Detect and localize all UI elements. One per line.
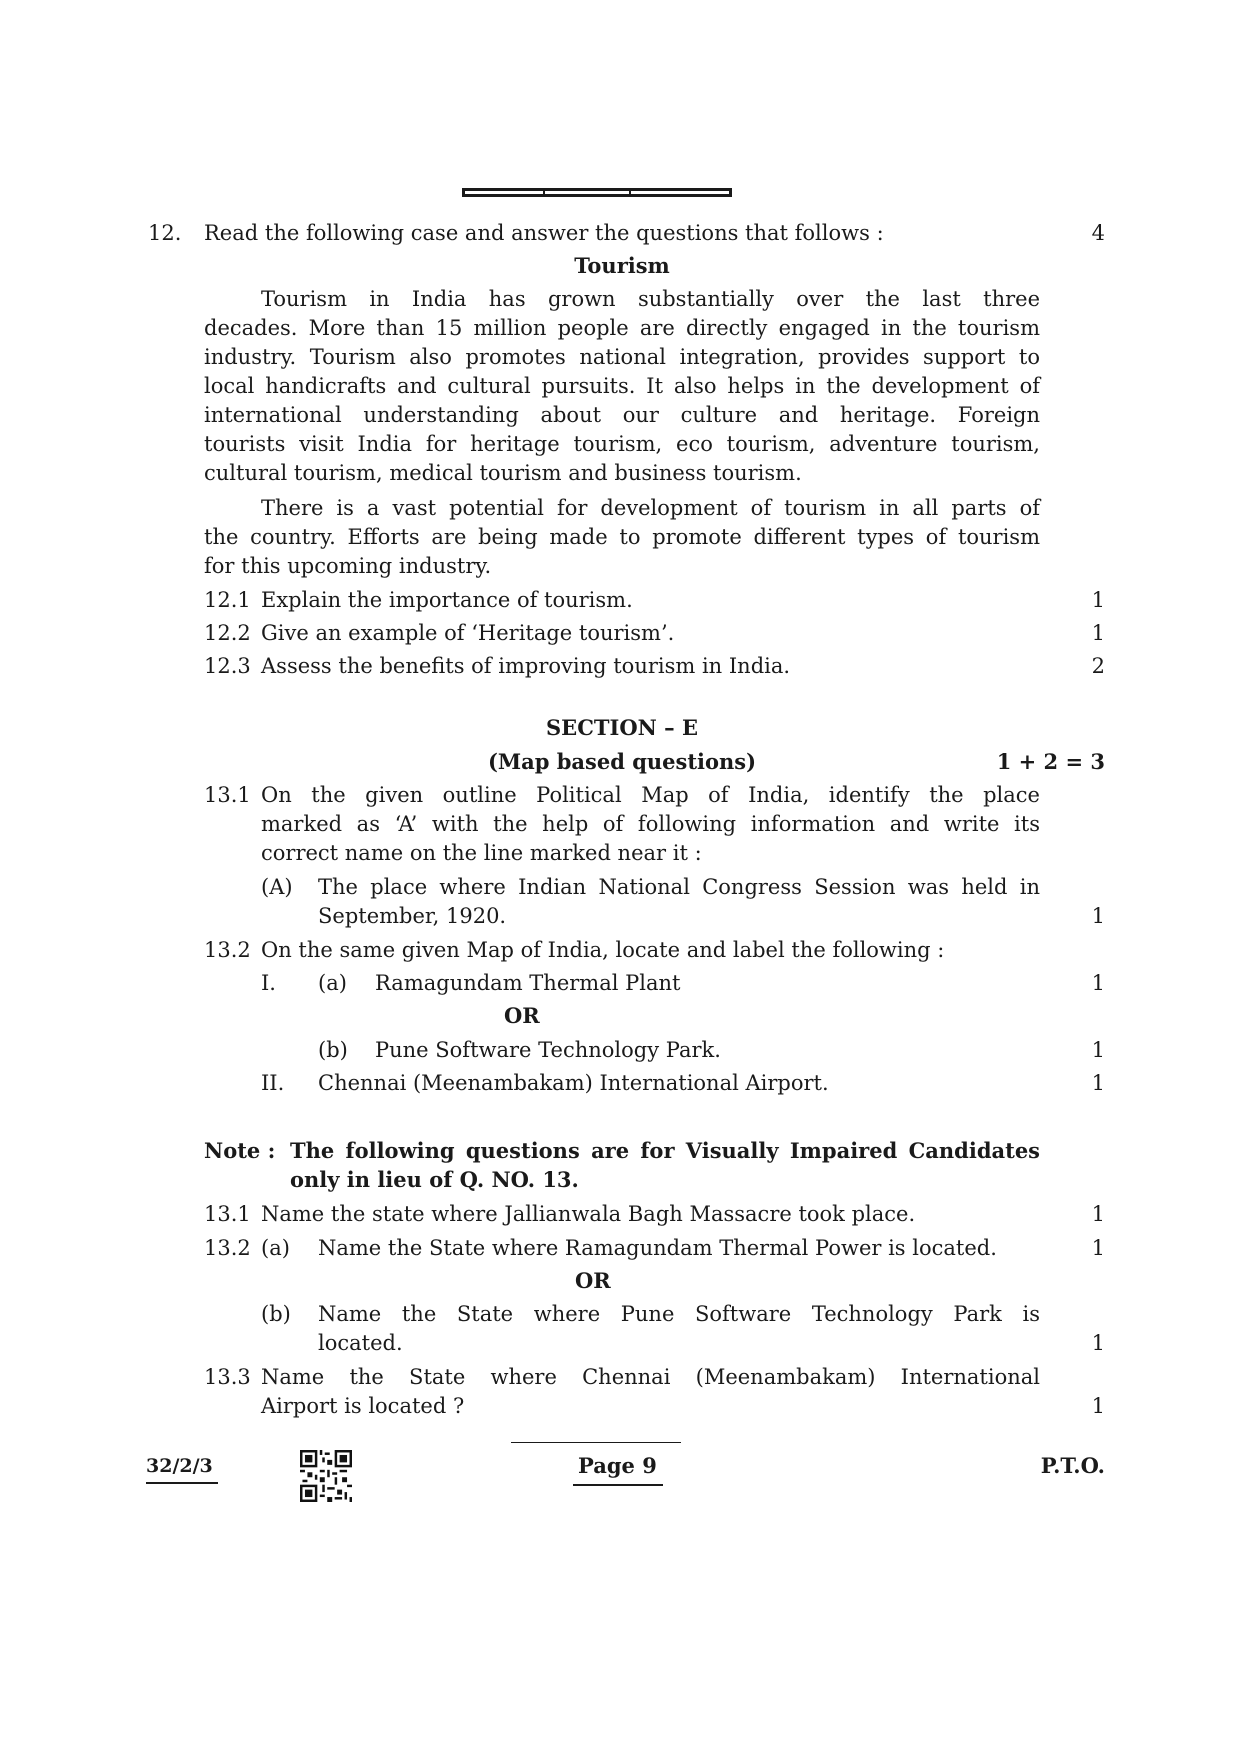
option-label: (a) [261,1236,290,1260]
sub-question-number: 13.2 [204,938,251,962]
question-line: correct name on the line marked near it : [261,841,702,865]
paragraph-line: There is a vast potential for development of tourism in all parts of [261,496,1040,520]
item-text: Ramagundam Thermal Plant [375,971,681,995]
item-label: (a) [318,971,347,995]
paragraph-line: international understanding about our culture and heritage. Foreign [204,403,1040,427]
or-separator: OR [504,1003,540,1028]
sub-question-number: 13.3 [204,1365,251,1389]
sub-question-text: Give an example of ‘Heritage tourism’. [261,621,675,645]
option-line: Name the State where Pune Software Technology Park is [318,1302,1040,1326]
paragraph-line: local handicrafts and cultural pursuits. It also helps in the development of [204,374,1040,398]
item-marks: 1 [1091,971,1105,995]
sub-question-marks: 1 [1091,621,1105,645]
option-line: The place where Indian National Congress Session was held in [318,875,1040,899]
sub-question-marks: 1 [1091,1202,1105,1226]
option-line: located. [318,1331,403,1355]
please-turn-over: P.T.O. [1040,1453,1105,1478]
page-number: Page 9 [578,1453,657,1478]
section-marks: 1 + 2 = 3 [996,749,1105,774]
sub-question-marks: 2 [1091,654,1105,678]
paragraph-line: the country. Efforts are being made to promote different types of tourism [204,525,1040,549]
option-label: (A) [261,875,293,899]
option-marks: 1 [1091,1331,1105,1355]
paragraph-line: Tourism in India has grown substantially over the last three [261,287,1040,311]
option-marks: 1 [1091,904,1105,928]
option-marks: 1 [1091,1236,1105,1260]
sub-question-marks: 1 [1091,588,1105,612]
item-label: (b) [318,1038,348,1062]
sub-question-marks: 1 [1091,1394,1105,1418]
note-text: only in lieu of Q. NO. 13. [290,1167,579,1192]
sub-question-text: Assess the benefits of improving tourism in India. [261,654,791,678]
note-text: The following questions are for Visually Impaired Candidates [290,1138,1040,1163]
top-decorative-bar [462,188,732,197]
option-text: Name the State where Ramagundam Thermal Power is located. [318,1236,997,1260]
question-line: On the same given Map of India, locate and label the following : [261,938,945,962]
paragraph-line: cultural tourism, medical tourism and business tourism. [204,461,802,485]
paper-code-underline [146,1482,218,1484]
or-separator: OR [575,1268,611,1293]
section-subheading: (Map based questions) [487,749,757,774]
item-label: I. [261,971,276,995]
qr-code-icon [300,1450,352,1502]
question-prompt: Read the following case and answer the questions that follows : [204,221,884,245]
page-number-underline [573,1484,663,1486]
question-line: Name the State where Chennai (Meenambakam) International [261,1365,1040,1389]
question-number: 12. [148,221,182,245]
note-label: Note : [204,1138,276,1163]
sub-question-number: 13.1 [204,783,251,807]
option-line: September, 1920. [318,904,507,928]
question-line: Airport is located ? [261,1394,465,1418]
bar-tick [629,189,631,197]
option-label: (b) [261,1302,291,1326]
question-line: marked as ‘A’ with the help of following information and write its [261,812,1040,836]
item-text: Pune Software Technology Park. [375,1038,721,1062]
paragraph-line: for this upcoming industry. [204,554,492,578]
item-label: II. [261,1071,285,1095]
paper-code: 32/2/3 [146,1455,213,1477]
item-text: Chennai (Meenambakam) International Airport. [318,1071,829,1095]
section-heading: SECTION – E [546,715,698,740]
sub-question-text: Name the state where Jallianwala Bagh Massacre took place. [261,1202,916,1226]
item-marks: 1 [1091,1038,1105,1062]
sub-question-text: Explain the importance of tourism. [261,588,633,612]
item-marks: 1 [1091,1071,1105,1095]
bar-tick [543,189,545,197]
paragraph-line: industry. Tourism also promotes national integration, provides support to [204,345,1040,369]
paragraph-line: tourists visit India for heritage tourism, eco tourism, adventure tourism, [204,432,1040,456]
sub-question-number: 12.1 [204,588,251,612]
end-rule [511,1442,681,1443]
sub-question-number: 13.2 [204,1236,251,1260]
question-marks: 4 [1091,221,1105,245]
case-title: Tourism [574,253,670,278]
sub-question-number: 12.3 [204,654,251,678]
sub-question-number: 12.2 [204,621,251,645]
sub-question-number: 13.1 [204,1202,251,1226]
question-line: On the given outline Political Map of India, identify the place [261,783,1040,807]
paragraph-line: decades. More than 15 million people are directly engaged in the tourism [204,316,1040,340]
